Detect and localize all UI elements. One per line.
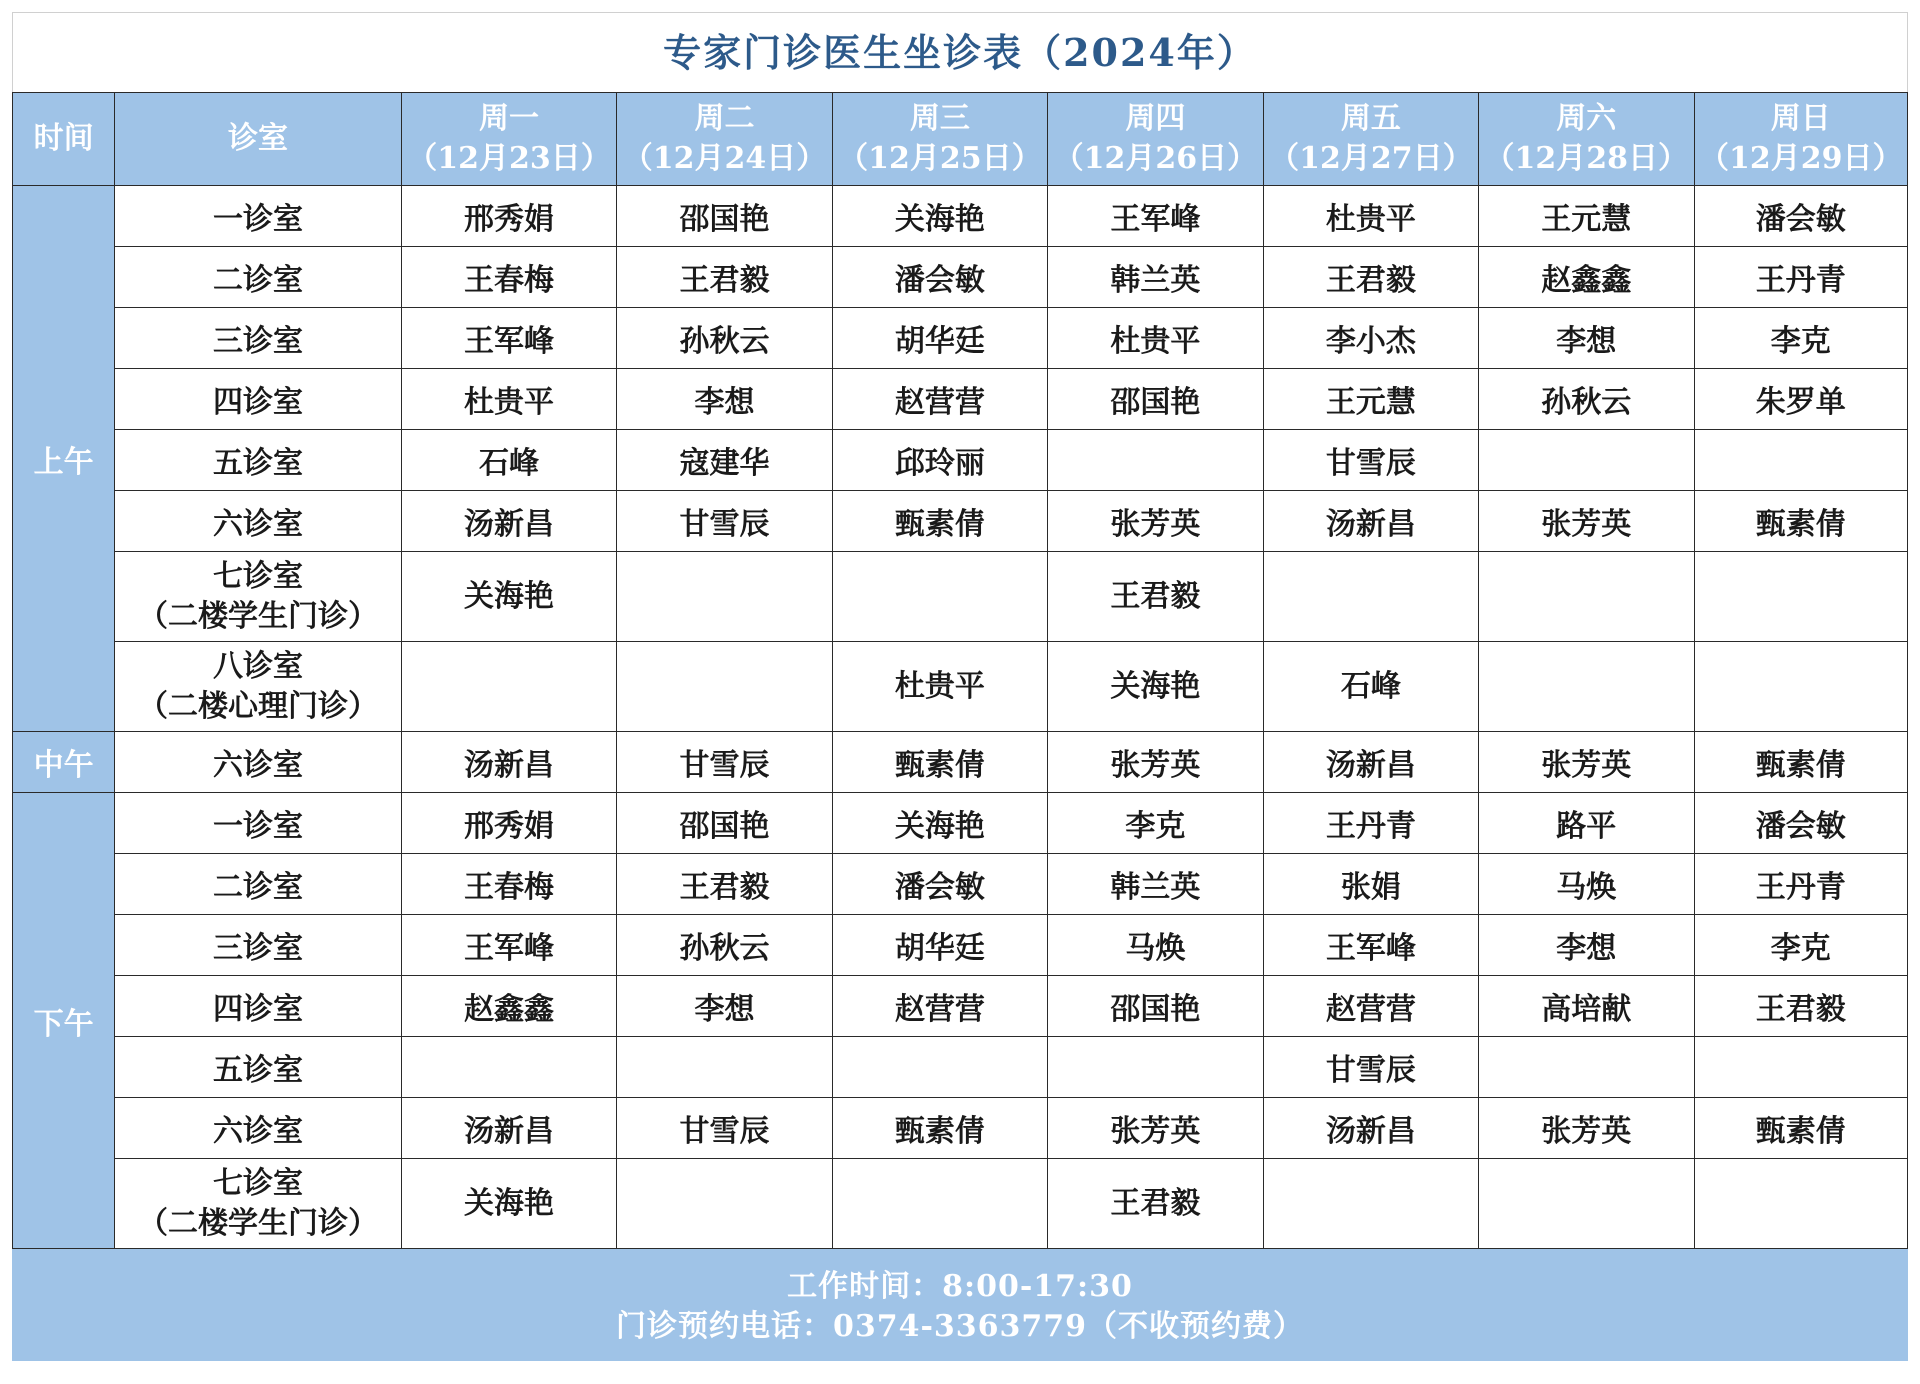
doctor-cell: 马焕 bbox=[1479, 854, 1694, 915]
period-label: 下午 bbox=[13, 793, 115, 1249]
table-row bbox=[13, 491, 1908, 552]
doctor-cell: 甄素倩 bbox=[832, 732, 1047, 793]
doctor-cell: 甄素倩 bbox=[1694, 1098, 1907, 1159]
doctor-cell: 邢秀娟 bbox=[401, 793, 616, 854]
doctor-cell: 邢秀娟 bbox=[401, 186, 616, 247]
table-row bbox=[13, 854, 1908, 915]
doctor-cell: 汤新昌 bbox=[401, 491, 616, 552]
room-name: 一诊室 bbox=[213, 809, 303, 844]
doctor-cell: 关海艳 bbox=[832, 793, 1047, 854]
doctor-cell bbox=[1479, 1037, 1694, 1098]
doctor-cell: 汤新昌 bbox=[401, 1098, 616, 1159]
doctor-cell: 马焕 bbox=[1048, 915, 1263, 976]
room-cell bbox=[115, 854, 402, 915]
doctor-cell: 潘会敏 bbox=[1694, 186, 1907, 247]
room-name: 六诊室 bbox=[213, 1114, 303, 1149]
doctor-cell: 路平 bbox=[1479, 793, 1694, 854]
doctor-cell: 王丹青 bbox=[1263, 793, 1478, 854]
header-time: 时间 bbox=[13, 93, 115, 186]
table-row bbox=[13, 430, 1908, 491]
doctor-cell: 高培献 bbox=[1479, 976, 1694, 1037]
doctor-cell: 甄素倩 bbox=[832, 491, 1047, 552]
doctor-cell: 王君毅 bbox=[617, 247, 832, 308]
doctor-cell: 张芳英 bbox=[1479, 732, 1694, 793]
footer bbox=[12, 1249, 1908, 1361]
doctor-cell bbox=[1479, 642, 1694, 732]
doctor-cell: 王丹青 bbox=[1694, 247, 1907, 308]
day-label: 周三 bbox=[909, 101, 970, 136]
doctor-cell: 邵国艳 bbox=[617, 186, 832, 247]
room-cell bbox=[115, 642, 402, 732]
doctor-cell bbox=[1048, 1037, 1263, 1098]
room-name: 四诊室 bbox=[213, 385, 303, 420]
header-day bbox=[832, 93, 1047, 186]
table-row bbox=[13, 732, 1908, 793]
day-label: 周五 bbox=[1340, 101, 1401, 136]
doctor-cell: 孙秋云 bbox=[1479, 369, 1694, 430]
header-day bbox=[401, 93, 616, 186]
day-label: 周一 bbox=[479, 101, 540, 136]
date-label: （12月29日） bbox=[1699, 141, 1903, 176]
table-row bbox=[13, 247, 1908, 308]
doctor-cell bbox=[1479, 1159, 1694, 1249]
doctor-cell bbox=[1694, 552, 1907, 642]
header-day bbox=[1479, 93, 1694, 186]
table-row bbox=[13, 186, 1908, 247]
date-label: （12月28日） bbox=[1484, 141, 1689, 176]
doctor-cell bbox=[617, 552, 832, 642]
doctor-cell: 赵营营 bbox=[1263, 976, 1478, 1037]
doctor-cell: 关海艳 bbox=[1048, 642, 1263, 732]
page-title: 专家门诊医生坐诊表（2024年） bbox=[12, 12, 1908, 92]
header-day bbox=[1694, 93, 1907, 186]
table-row bbox=[13, 915, 1908, 976]
doctor-cell bbox=[832, 1037, 1047, 1098]
doctor-cell: 汤新昌 bbox=[1263, 732, 1478, 793]
doctor-cell: 张芳英 bbox=[1048, 491, 1263, 552]
doctor-cell: 胡华廷 bbox=[832, 308, 1047, 369]
doctor-cell: 杜贵平 bbox=[401, 369, 616, 430]
doctor-cell: 甄素倩 bbox=[1694, 491, 1907, 552]
doctor-cell: 赵鑫鑫 bbox=[401, 976, 616, 1037]
table-row bbox=[13, 793, 1908, 854]
doctor-cell: 甄素倩 bbox=[832, 1098, 1047, 1159]
day-label: 周六 bbox=[1556, 101, 1617, 136]
doctor-cell: 李想 bbox=[617, 369, 832, 430]
doctor-cell: 李克 bbox=[1048, 793, 1263, 854]
room-note: （二楼学生门诊） bbox=[138, 598, 378, 634]
room-name: 六诊室 bbox=[213, 507, 303, 542]
table-row bbox=[13, 369, 1908, 430]
doctor-cell: 王君毅 bbox=[1263, 247, 1478, 308]
doctor-cell: 赵营营 bbox=[832, 369, 1047, 430]
doctor-cell: 汤新昌 bbox=[1263, 1098, 1478, 1159]
doctor-cell: 赵鑫鑫 bbox=[1479, 247, 1694, 308]
doctor-cell: 王君毅 bbox=[1048, 552, 1263, 642]
doctor-cell: 王君毅 bbox=[1048, 1159, 1263, 1249]
room-name: 七诊室 bbox=[213, 1165, 303, 1201]
doctor-cell bbox=[1263, 1159, 1478, 1249]
room-cell bbox=[115, 552, 402, 642]
room-name: 二诊室 bbox=[213, 870, 303, 905]
doctor-cell: 李克 bbox=[1694, 308, 1907, 369]
doctor-cell bbox=[1479, 430, 1694, 491]
doctor-cell: 潘会敏 bbox=[1694, 793, 1907, 854]
doctor-cell: 邵国艳 bbox=[1048, 369, 1263, 430]
doctor-cell: 邵国艳 bbox=[1048, 976, 1263, 1037]
period-label: 中午 bbox=[13, 732, 115, 793]
doctor-cell: 王军峰 bbox=[1048, 186, 1263, 247]
doctor-cell bbox=[832, 1159, 1047, 1249]
doctor-cell: 朱罗单 bbox=[1694, 369, 1907, 430]
doctor-cell: 李想 bbox=[617, 976, 832, 1037]
room-name: 一诊室 bbox=[213, 202, 303, 237]
doctor-cell: 王军峰 bbox=[401, 915, 616, 976]
date-label: （12月26日） bbox=[1053, 141, 1258, 176]
day-label: 周四 bbox=[1125, 101, 1186, 136]
doctor-cell bbox=[1694, 430, 1907, 491]
room-note: （二楼学生门诊） bbox=[138, 1205, 378, 1241]
doctor-cell: 张芳英 bbox=[1048, 732, 1263, 793]
doctor-cell: 李想 bbox=[1479, 915, 1694, 976]
table-row bbox=[13, 552, 1908, 642]
doctor-cell: 关海艳 bbox=[401, 1159, 616, 1249]
schedule-body bbox=[13, 186, 1908, 1249]
room-cell bbox=[115, 247, 402, 308]
room-name: 二诊室 bbox=[213, 263, 303, 298]
doctor-cell: 张芳英 bbox=[1479, 491, 1694, 552]
doctor-cell: 韩兰英 bbox=[1048, 854, 1263, 915]
doctor-cell: 杜贵平 bbox=[832, 642, 1047, 732]
doctor-cell: 邵国艳 bbox=[617, 793, 832, 854]
doctor-cell: 王元慧 bbox=[1479, 186, 1694, 247]
period-label: 上午 bbox=[13, 186, 115, 732]
room-name: 三诊室 bbox=[213, 931, 303, 966]
doctor-cell: 李克 bbox=[1694, 915, 1907, 976]
room-cell bbox=[115, 1037, 402, 1098]
working-hours: 工作时间：8:00-17:30 bbox=[787, 1269, 1133, 1304]
doctor-cell bbox=[1479, 552, 1694, 642]
header-day bbox=[617, 93, 832, 186]
doctor-cell bbox=[1694, 1159, 1907, 1249]
room-name: 四诊室 bbox=[213, 992, 303, 1027]
doctor-cell bbox=[1048, 430, 1263, 491]
room-cell bbox=[115, 369, 402, 430]
room-cell bbox=[115, 732, 402, 793]
doctor-cell: 孙秋云 bbox=[617, 308, 832, 369]
doctor-cell: 杜贵平 bbox=[1048, 308, 1263, 369]
doctor-cell: 甘雪辰 bbox=[617, 491, 832, 552]
doctor-cell: 李想 bbox=[1479, 308, 1694, 369]
doctor-cell: 石峰 bbox=[401, 430, 616, 491]
table-row bbox=[13, 1098, 1908, 1159]
room-cell bbox=[115, 491, 402, 552]
doctor-cell bbox=[617, 642, 832, 732]
appointment-phone: 门诊预约电话：0374-3363779（不收预约费） bbox=[615, 1309, 1305, 1344]
doctor-cell: 汤新昌 bbox=[1263, 491, 1478, 552]
room-name: 七诊室 bbox=[213, 558, 303, 594]
doctor-cell: 张芳英 bbox=[1479, 1098, 1694, 1159]
doctor-cell bbox=[1263, 552, 1478, 642]
doctor-cell: 甘雪辰 bbox=[617, 1098, 832, 1159]
room-cell bbox=[115, 915, 402, 976]
doctor-cell: 潘会敏 bbox=[832, 854, 1047, 915]
doctor-cell: 甘雪辰 bbox=[1263, 430, 1478, 491]
room-name: 三诊室 bbox=[213, 324, 303, 359]
doctor-cell: 邱玲丽 bbox=[832, 430, 1047, 491]
table-row bbox=[13, 1159, 1908, 1249]
room-name: 八诊室 bbox=[213, 648, 303, 684]
room-name: 五诊室 bbox=[213, 1053, 303, 1088]
doctor-cell: 孙秋云 bbox=[617, 915, 832, 976]
day-label: 周二 bbox=[694, 101, 755, 136]
doctor-cell: 关海艳 bbox=[401, 552, 616, 642]
room-cell bbox=[115, 308, 402, 369]
table-row bbox=[13, 642, 1908, 732]
table-row bbox=[13, 976, 1908, 1037]
doctor-cell: 李小杰 bbox=[1263, 308, 1478, 369]
date-label: （12月23日） bbox=[407, 141, 611, 176]
doctor-cell: 王君毅 bbox=[617, 854, 832, 915]
doctor-cell bbox=[832, 552, 1047, 642]
room-cell bbox=[115, 186, 402, 247]
doctor-cell: 张娟 bbox=[1263, 854, 1478, 915]
doctor-cell: 寇建华 bbox=[617, 430, 832, 491]
doctor-cell: 甘雪辰 bbox=[617, 732, 832, 793]
doctor-cell: 王元慧 bbox=[1263, 369, 1478, 430]
room-cell bbox=[115, 1098, 402, 1159]
doctor-cell: 韩兰英 bbox=[1048, 247, 1263, 308]
table-row bbox=[13, 308, 1908, 369]
date-label: （12月25日） bbox=[838, 141, 1042, 176]
header-row bbox=[13, 93, 1908, 186]
room-note: （二楼心理门诊） bbox=[138, 688, 378, 724]
doctor-cell bbox=[1694, 642, 1907, 732]
room-cell bbox=[115, 430, 402, 491]
doctor-cell bbox=[1694, 1037, 1907, 1098]
header-day bbox=[1263, 93, 1478, 186]
doctor-cell bbox=[617, 1037, 832, 1098]
doctor-cell: 石峰 bbox=[1263, 642, 1478, 732]
doctor-cell: 胡华廷 bbox=[832, 915, 1047, 976]
doctor-cell: 王军峰 bbox=[401, 308, 616, 369]
day-label: 周日 bbox=[1770, 101, 1831, 136]
doctor-cell: 王春梅 bbox=[401, 247, 616, 308]
doctor-cell: 甄素倩 bbox=[1694, 732, 1907, 793]
doctor-cell bbox=[617, 1159, 832, 1249]
doctor-cell: 甘雪辰 bbox=[1263, 1037, 1478, 1098]
doctor-cell: 潘会敏 bbox=[832, 247, 1047, 308]
doctor-cell: 王春梅 bbox=[401, 854, 616, 915]
doctor-cell: 王君毅 bbox=[1694, 976, 1907, 1037]
doctor-cell: 汤新昌 bbox=[401, 732, 616, 793]
doctor-cell: 王丹青 bbox=[1694, 854, 1907, 915]
doctor-cell: 赵营营 bbox=[832, 976, 1047, 1037]
room-cell bbox=[115, 976, 402, 1037]
doctor-cell: 关海艳 bbox=[832, 186, 1047, 247]
doctor-cell: 张芳英 bbox=[1048, 1098, 1263, 1159]
schedule-sheet bbox=[12, 12, 1908, 1361]
date-label: （12月27日） bbox=[1269, 141, 1473, 176]
room-cell bbox=[115, 793, 402, 854]
header-day bbox=[1048, 93, 1263, 186]
doctor-cell bbox=[401, 642, 616, 732]
doctor-cell: 王军峰 bbox=[1263, 915, 1478, 976]
table-row bbox=[13, 1037, 1908, 1098]
room-name: 六诊室 bbox=[213, 748, 303, 783]
doctor-cell: 杜贵平 bbox=[1263, 186, 1478, 247]
room-name: 五诊室 bbox=[213, 446, 303, 481]
date-label: （12月24日） bbox=[622, 141, 827, 176]
room-cell bbox=[115, 1159, 402, 1249]
schedule-table bbox=[12, 92, 1908, 1249]
header-room: 诊室 bbox=[115, 93, 402, 186]
doctor-cell bbox=[401, 1037, 616, 1098]
